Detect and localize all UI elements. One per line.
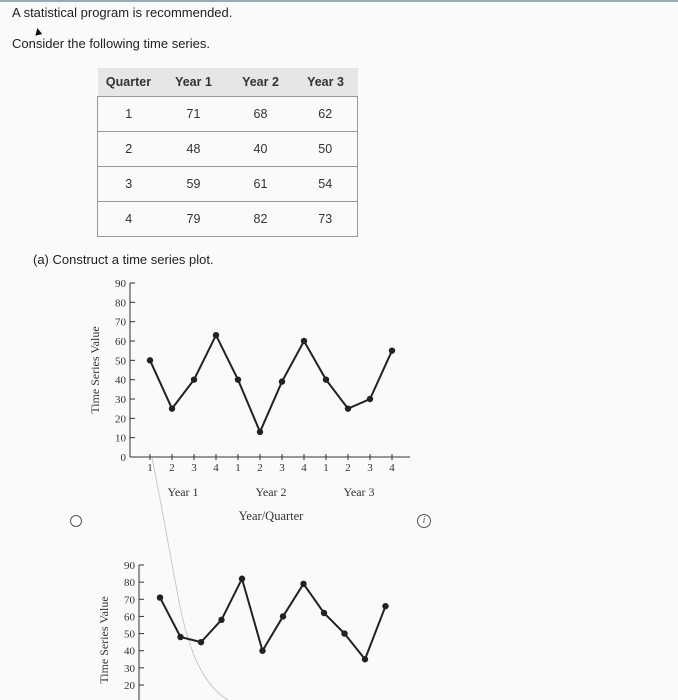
table-cell: 61 — [228, 167, 294, 202]
part-a-prompt: (a) Construct a time series plot. — [33, 252, 214, 267]
data-point — [323, 376, 329, 382]
year-label: Year 2 — [255, 485, 287, 499]
table-header-cell: Year 2 — [228, 68, 294, 97]
y-tick-label: 60 — [115, 336, 126, 348]
y-tick-label: 30 — [124, 662, 135, 675]
table-cell: 79 — [160, 202, 228, 237]
data-point — [280, 613, 286, 619]
data-point — [367, 396, 373, 402]
y-axis-label: Time Series Value — [97, 596, 111, 684]
data-point — [341, 630, 347, 636]
year-label: Year 3 — [343, 485, 375, 499]
table-cell: 4 — [98, 202, 160, 237]
table-cell: 50 — [294, 132, 358, 167]
data-point — [389, 347, 395, 353]
series-line — [150, 335, 392, 432]
data-point — [362, 656, 368, 662]
info-icon[interactable]: i — [417, 514, 431, 528]
table-cell: 62 — [294, 97, 358, 132]
x-tick-label: 1 — [147, 462, 153, 474]
data-point — [157, 594, 163, 600]
data-point — [259, 648, 265, 654]
data-point — [300, 581, 306, 587]
year-label: Year 1 — [167, 485, 199, 499]
data-point — [301, 338, 307, 344]
x-tick-label: 1 — [235, 462, 241, 474]
y-tick-label: 50 — [115, 355, 126, 368]
y-tick-label: 50 — [124, 628, 135, 641]
x-tick-label: 2 — [345, 462, 351, 474]
x-tick-label: 2 — [169, 462, 175, 474]
table-cell: 54 — [294, 167, 358, 202]
y-tick-label: 80 — [124, 577, 135, 590]
table-cell: 68 — [228, 97, 294, 132]
x-tick-label: 4 — [389, 462, 395, 474]
data-point — [345, 405, 351, 411]
table-cell: 59 — [160, 167, 228, 202]
y-tick-label: 70 — [115, 316, 126, 329]
y-tick-label: 80 — [115, 297, 126, 310]
y-tick-label: 30 — [115, 394, 126, 406]
table-header-cell: Quarter — [98, 68, 160, 97]
table-cell: 1 — [98, 97, 160, 132]
data-point — [218, 617, 224, 623]
table-cell: 73 — [294, 202, 358, 237]
x-tick-label: 2 — [257, 462, 263, 474]
data-point — [382, 603, 388, 609]
recommendation-text: A statistical program is recommended. — [12, 5, 233, 20]
data-point — [213, 332, 219, 338]
y-tick-label: 20 — [124, 680, 135, 692]
table-cell: 82 — [228, 202, 294, 237]
data-point — [257, 429, 263, 435]
data-point — [177, 634, 183, 640]
y-tick-label: 20 — [115, 413, 126, 426]
y-tick-label: 90 — [115, 278, 126, 290]
y-tick-label: 40 — [124, 645, 135, 658]
x-axis-label: Year/Quarter — [238, 509, 304, 523]
y-tick-label: 10 — [115, 432, 126, 445]
answer-option-radio[interactable] — [70, 515, 82, 527]
y-tick-label: 90 — [124, 560, 135, 572]
x-tick-label: 3 — [367, 462, 373, 474]
y-axis-label: Time Series Value — [88, 326, 102, 414]
intro-text: Consider the following time series. — [12, 36, 210, 51]
x-tick-label: 4 — [301, 462, 307, 474]
series-line — [160, 579, 386, 660]
y-tick-label: 70 — [124, 594, 135, 607]
x-tick-label: 1 — [323, 462, 329, 474]
mouse-cursor-icon: ▲ — [30, 22, 46, 40]
data-point — [279, 378, 285, 384]
y-tick-label: 0 — [120, 452, 126, 464]
data-point — [169, 405, 175, 411]
data-point — [239, 576, 245, 582]
data-point — [235, 376, 241, 382]
table-cell: 48 — [160, 132, 228, 167]
y-tick-label: 40 — [115, 374, 126, 387]
table-header-cell: Year 1 — [160, 68, 228, 97]
x-tick-label: 3 — [191, 462, 197, 474]
x-tick-label: 4 — [213, 462, 219, 474]
data-point — [191, 376, 197, 382]
table-cell: 40 — [228, 132, 294, 167]
table-cell: 71 — [160, 97, 228, 132]
data-point — [147, 357, 153, 363]
table-header-cell: Year 3 — [294, 68, 358, 97]
x-tick-label: 3 — [279, 462, 285, 474]
y-tick-label: 60 — [124, 611, 135, 624]
data-point — [198, 639, 204, 645]
data-point — [321, 610, 327, 616]
table-cell: 3 — [98, 167, 160, 202]
table-cell: 2 — [98, 132, 160, 167]
